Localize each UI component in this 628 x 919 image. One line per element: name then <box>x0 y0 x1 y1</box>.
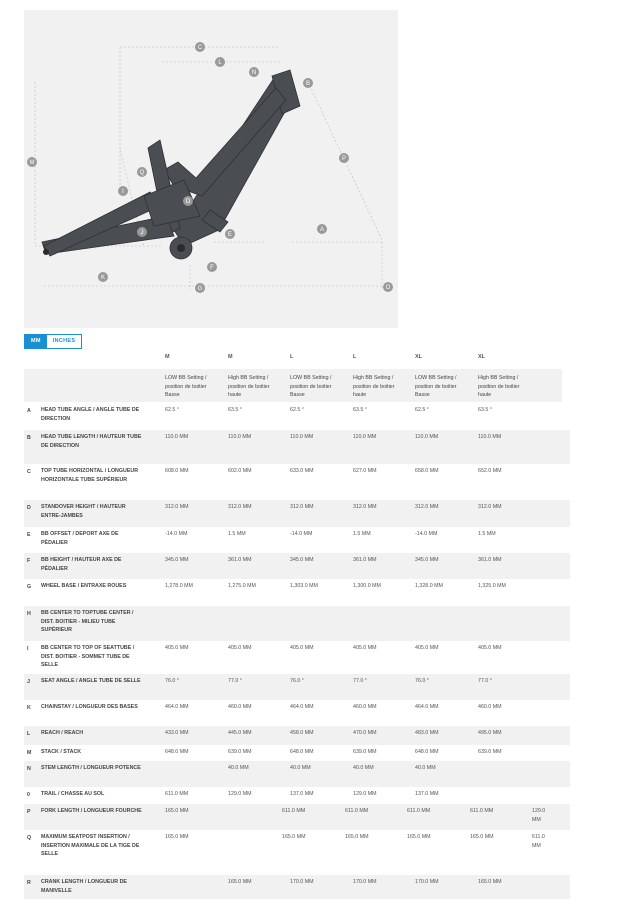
table-cell: 312.0 MM <box>478 504 502 510</box>
table-cell: 1,278.0 MM <box>165 583 193 589</box>
table-cell: -14.0 MM <box>165 531 188 537</box>
table-cell: 464.0 MM <box>290 704 314 710</box>
table-cell: 1,300.0 MM <box>353 583 381 589</box>
row-letter: J <box>27 679 30 685</box>
row-label: STEM LENGTH / LONGUEUR POTENCE <box>41 765 141 771</box>
table-cell: 40.0 MM <box>353 765 374 771</box>
table-cell: 648.0 MM <box>415 749 439 755</box>
label-d: D <box>185 199 191 205</box>
row-letter: Q <box>27 835 32 841</box>
table-cell: 62.5 ° <box>165 407 179 413</box>
row-letter: F <box>27 558 31 564</box>
table-cell: 63.5 ° <box>478 407 492 413</box>
size-header: L <box>353 354 357 360</box>
table-cell: 165.0 MM <box>407 834 431 840</box>
table-row <box>24 527 570 553</box>
row-label: TOP TUBE HORIZONTAL / LONGUEUR HORIZONTALE TUBE SUPÉRIEUR <box>41 468 139 483</box>
table-cell: 63.5 ° <box>353 407 367 413</box>
table-cell: 110.0 MM <box>290 434 314 440</box>
frame-geometry-diagram <box>24 10 398 328</box>
table-cell: 62.5 ° <box>290 407 304 413</box>
table-cell: 460.0 MM <box>228 704 252 710</box>
table-cell: 312.0 MM <box>290 504 314 510</box>
label-p: P <box>341 156 347 162</box>
row-label: TRAIL / CHASSE AU SOL <box>41 791 105 797</box>
table-cell: 165.0 MM <box>228 879 252 885</box>
table-cell: 345.0 MM <box>415 557 439 563</box>
table-row <box>24 579 570 606</box>
table-cell: 76.0 ° <box>165 678 179 684</box>
table-cell: 611.0 MM <box>470 808 494 814</box>
row-letter: C <box>27 469 31 475</box>
table-cell: 137.0 MM <box>415 791 439 797</box>
row-label: CRANK LENGTH / LONGUEUR DE MANIVELLE <box>41 879 127 894</box>
table-row <box>24 403 570 430</box>
row-label: BB CENTER TO TOPTUBE CENTER / DIST. BOITIER - MILIEU TUBE SUPÉRIEUR <box>41 610 134 634</box>
row-letter: D <box>27 505 31 511</box>
table-cell: 361.0 MM <box>353 557 377 563</box>
table-cell: 433.0 MM <box>165 730 189 736</box>
table-cell: 464.0 MM <box>415 704 439 710</box>
bb-setting: High BB Setting / position de boitier haute <box>353 375 395 399</box>
row-label: SEAT ANGLE / ANGLE TUBE DE SELLE <box>41 678 141 684</box>
table-cell: 495.0 MM <box>478 730 502 736</box>
label-q: Q <box>139 170 145 176</box>
table-cell: 1,303.0 MM <box>290 583 318 589</box>
table-cell: 652.0 MM <box>478 468 502 474</box>
label-b: B <box>305 81 311 87</box>
label-o: O <box>385 285 391 291</box>
label-m: M <box>29 160 35 166</box>
table-row <box>24 641 570 674</box>
table-cell: 361.0 MM <box>228 557 252 563</box>
label-e: E <box>227 232 233 238</box>
label-k: K <box>100 275 106 281</box>
table-cell: 165.0 MM <box>165 834 189 840</box>
table-cell: 611.0 MM <box>165 791 189 797</box>
table-cell: 165.0 MM <box>165 808 189 814</box>
table-row <box>24 674 570 700</box>
table-cell: 445.0 MM <box>228 730 252 736</box>
frame-illustration <box>24 10 398 328</box>
table-row <box>24 464 570 500</box>
table-cell: 312.0 MM <box>165 504 189 510</box>
table-cell: 608.0 MM <box>165 468 189 474</box>
row-label: STACK / STACK <box>41 749 82 755</box>
unit-inches-button[interactable]: INCHES <box>47 335 82 348</box>
table-cell: 648.0 MM <box>165 749 189 755</box>
table-cell: 170.0 MM <box>290 879 314 885</box>
table-cell: 345.0 MM <box>165 557 189 563</box>
row-label: REACH / REACH <box>41 730 84 736</box>
table-cell: 110.0 MM <box>478 434 502 440</box>
row-label: MAXIMUM SEATPOST INSERTION / INSERTION MAXIMALE DE LA TIGE DE SELLE <box>41 834 140 858</box>
table-cell: 165.0 MM <box>345 834 369 840</box>
table-cell: 611.0 MM <box>282 808 306 814</box>
table-row <box>24 787 570 804</box>
table-cell: 405.0 MM <box>228 645 252 651</box>
table-cell: 76.0 ° <box>415 678 429 684</box>
table-cell: 170.0 MM <box>415 879 439 885</box>
table-cell: 627.0 MM <box>353 468 377 474</box>
table-cell: 137.0 MM <box>290 791 314 797</box>
table-cell: 639.0 MM <box>228 749 252 755</box>
table-cell: 165.0 MM <box>282 834 306 840</box>
table-row <box>24 700 570 726</box>
row-label: WHEEL BASE / ENTRAXE ROUES <box>41 583 127 589</box>
table-cell: 648.0 MM <box>290 749 314 755</box>
unit-toggle <box>24 334 82 349</box>
label-c: C <box>197 45 203 51</box>
table-cell: 110.0 MM <box>165 434 189 440</box>
size-header: M <box>165 354 170 360</box>
table-cell: 602.0 MM <box>228 468 252 474</box>
table-cell: 312.0 MM <box>228 504 252 510</box>
table-row <box>24 726 570 745</box>
table-row <box>24 761 570 787</box>
row-letter: L <box>27 731 31 737</box>
table-cell: 611.0 MM <box>345 808 369 814</box>
table-cell: 483.0 MM <box>415 730 439 736</box>
table-cell: 633.0 MM <box>290 468 314 474</box>
label-a: A <box>319 227 325 233</box>
table-cell: 62.5 ° <box>415 407 429 413</box>
row-label: FORK LENGTH / LONGUEUR FOURCHE <box>41 808 142 814</box>
table-row <box>24 875 570 899</box>
bb-setting: High BB Setting / position de boitier haute <box>228 375 270 399</box>
table-cell: 129.0 MM <box>532 808 546 823</box>
table-cell: 110.0 MM <box>353 434 377 440</box>
table-cell: 40.0 MM <box>290 765 311 771</box>
table-cell: 658.0 MM <box>415 468 439 474</box>
row-letter: H <box>27 611 31 617</box>
table-cell: 460.0 MM <box>353 704 377 710</box>
label-l: L <box>218 60 222 66</box>
table-cell: 165.0 MM <box>470 834 494 840</box>
size-header: XL <box>478 354 486 360</box>
table-cell: 639.0 MM <box>353 749 377 755</box>
bb-setting: LOW BB Setting / position de boitier Basse <box>415 375 457 399</box>
table-cell: 110.0 MM <box>415 434 439 440</box>
bb-setting: High BB Setting / position de boitier haute <box>478 375 520 399</box>
bb-setting: LOW BB Setting / position de boitier Basse <box>165 375 207 399</box>
table-cell: 76.0 ° <box>290 678 304 684</box>
row-letter: B <box>27 435 31 441</box>
table-cell: 165.0 MM <box>478 879 502 885</box>
table-row <box>24 745 570 761</box>
size-header: XL <box>415 354 423 360</box>
table-cell: 312.0 MM <box>415 504 439 510</box>
table-cell: 129.0 MM <box>228 791 252 797</box>
table-cell: 312.0 MM <box>353 504 377 510</box>
table-row <box>24 830 570 875</box>
table-row <box>24 606 570 641</box>
table-cell: 405.0 MM <box>353 645 377 651</box>
table-cell: 405.0 MM <box>165 645 189 651</box>
label-j: J <box>140 230 144 236</box>
row-letter: E <box>27 532 31 538</box>
size-header-row <box>0 354 628 364</box>
size-header: L <box>290 354 294 360</box>
row-label: HEAD TUBE ANGLE / ANGLE TUBE DE DIRECTION <box>41 407 140 422</box>
table-row <box>24 553 570 579</box>
row-letter: N <box>27 766 31 772</box>
table-cell: 40.0 MM <box>228 765 249 771</box>
row-label: BB OFFSET / DEPORT AXE DE PÉDALIER <box>41 531 119 546</box>
size-header: M <box>228 354 233 360</box>
row-letter: P <box>27 809 31 815</box>
table-cell: 460.0 MM <box>478 704 502 710</box>
table-cell: 611.0 MM <box>407 808 431 814</box>
table-cell: 345.0 MM <box>290 557 314 563</box>
table-cell: 405.0 MM <box>478 645 502 651</box>
table-cell: 611.0 MM <box>532 834 545 849</box>
row-label: HEAD TUBE LENGTH / HAUTEUR TUBE DE DIRECTION <box>41 434 142 449</box>
table-cell: 40.0 MM <box>415 765 436 771</box>
table-cell: 464.0 MM <box>165 704 189 710</box>
bb-setting-header-row <box>24 369 562 402</box>
row-label: CHAINSTAY / LONGUEUR DES BASES <box>41 704 138 710</box>
table-cell: 1.5 MM <box>228 531 246 537</box>
table-row <box>24 500 570 527</box>
table-cell: 77.0 ° <box>353 678 367 684</box>
table-cell: 405.0 MM <box>290 645 314 651</box>
table-cell: 1,275.0 MM <box>228 583 256 589</box>
row-letter: R <box>27 880 31 886</box>
table-cell: 639.0 MM <box>478 749 502 755</box>
label-n: N <box>251 70 257 76</box>
row-letter: K <box>27 705 31 711</box>
label-f: F <box>210 265 214 271</box>
table-cell: 1.5 MM <box>353 531 371 537</box>
table-cell: 361.0 MM <box>478 557 502 563</box>
row-letter: 0 <box>27 792 30 798</box>
row-label: BB HEIGHT / HAUTEUR AXE DE PÉDALIER <box>41 557 122 572</box>
bb-setting: LOW BB Setting / position de boitier Basse <box>290 375 332 399</box>
table-cell: -14.0 MM <box>415 531 438 537</box>
table-row <box>24 804 570 830</box>
row-letter: I <box>27 646 29 652</box>
row-letter: M <box>27 750 32 756</box>
table-cell: 170.0 MM <box>353 879 377 885</box>
row-letter: G <box>27 584 32 590</box>
label-i: I <box>122 189 124 195</box>
label-g: G <box>197 286 203 292</box>
table-cell: 63.5 ° <box>228 407 242 413</box>
table-cell: 458.0 MM <box>290 730 314 736</box>
table-row <box>24 430 570 464</box>
table-cell: 1.5 MM <box>478 531 496 537</box>
table-cell: 405.0 MM <box>415 645 439 651</box>
table-cell: 77.0 ° <box>228 678 242 684</box>
row-label: BB CENTER TO TOP OF SEATTUBE / DIST. BOITIER - SOMMET TUBE DE SELLE <box>41 645 135 669</box>
unit-mm-button[interactable]: MM <box>25 335 47 348</box>
table-cell: 1,325.0 MM <box>478 583 506 589</box>
table-cell: 470.0 MM <box>353 730 377 736</box>
table-cell: 129.0 MM <box>353 791 377 797</box>
table-cell: -14.0 MM <box>290 531 313 537</box>
table-cell: 110.0 MM <box>228 434 252 440</box>
table-cell: 1,328.0 MM <box>415 583 443 589</box>
table-cell: 77.0 ° <box>478 678 492 684</box>
row-letter: A <box>27 408 31 414</box>
row-label: STANDOVER HEIGHT / HAUTEUR ENTRE-JAMBES <box>41 504 126 519</box>
